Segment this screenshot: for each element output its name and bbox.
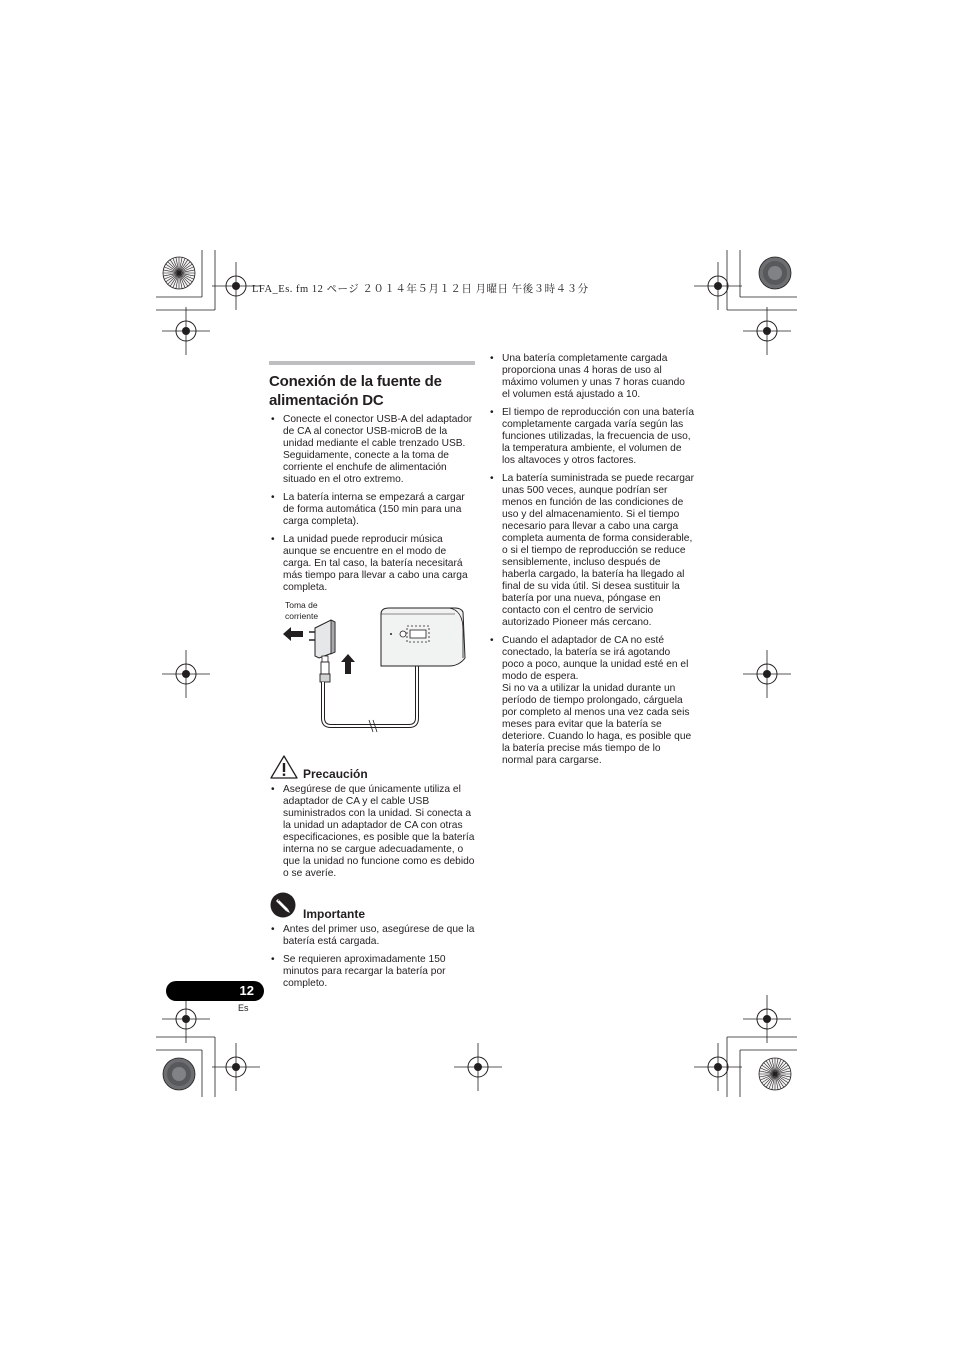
speaker-unit-icon	[381, 608, 465, 666]
arrow-up-icon	[341, 654, 355, 674]
battery-bullets	[488, 353, 694, 767]
left-column	[269, 361, 477, 996]
caution-title: Precaución	[303, 767, 368, 781]
important-bullets	[269, 924, 477, 990]
page-language: Es	[238, 1003, 249, 1013]
list-item: • La unidad puede reproducir música aunque se encuentre en el modo de carga. En tal caso, la batería necesitará más tiempo para llevar a cabo una carga completa.	[269, 534, 477, 594]
title-rule	[269, 361, 475, 365]
section-title	[269, 372, 477, 410]
section-title-line1: Conexión de la fuente de	[269, 373, 442, 390]
list-item: • Conecte el conector USB-A del adaptador de CA al conector USB-microB de la unidad mediante el cable trenzado USB. Seguidamente, conecte a la toma de corriente el enchufe de alimentación situado en el otro extremo.	[269, 414, 477, 486]
ac-adapter-icon	[309, 620, 335, 662]
section-title-line2: alimentación DC	[269, 392, 384, 409]
file-info-header: LFA_Es. fm 12 ページ ２０１４年５月１２日 月曜日 午後３時４３分	[252, 284, 589, 295]
section-bullets	[269, 414, 477, 594]
list-item	[488, 635, 694, 767]
page-number-tab: 12	[166, 981, 264, 1001]
list-item: • Una batería completamente cargada proporciona unas 4 horas de uso al máximo volumen y unas 7 horas cuando el volumen está ajustado a 10.	[488, 353, 694, 401]
figure-label: Toma de corriente	[285, 600, 319, 621]
right-column	[488, 353, 694, 773]
arrow-left-icon	[283, 627, 303, 641]
storage-note: Si no va a utilizar la unidad durante un período de tiempo prolongado, cárguela por completo al menos una vez cada seis meses para evitar que la batería se deteriore. Cuando lo haga, es posible que la batería precise más tiempo de lo normal para cargarse.	[502, 683, 692, 766]
standby-note: Cuando el adaptador de CA no esté conectado, la batería se irá agotando poco a poco, aunque la unidad esté en el modo de espera.	[502, 635, 689, 682]
list-item: • La batería interna se empezará a cargar de forma automática (150 min para una carga completa).	[269, 492, 477, 528]
important-heading	[269, 892, 477, 920]
list-item: • El tiempo de reproducción con una batería completamente cargada varía según las funciones utilizadas, la frecuencia de uso, la temperatura ambiente, el volumen de los altavoces y otros factores.	[488, 407, 694, 467]
caution-bullets	[269, 784, 477, 880]
warning-triangle-icon	[269, 754, 299, 780]
list-item: • La batería suministrada se puede recargar unas 500 veces, aunque podrían ser menos en función de las condiciones de uso y del almacenamiento. Si el tiempo necesario para llevar a cabo una carga completa aumenta de forma considerable, o si el tiempo de reproducción se reduce sensiblemente, incluso después de haberla cargado, la batería ha llegado al final de su vida útil. Si desea sustituir la batería por una nueva, póngase en contacto con el centro de servicio autorizado Pioneer más cercano.	[488, 473, 694, 629]
important-title: Importante	[303, 907, 366, 921]
list-item: • Asegúrese de que únicamente utiliza el adaptador de CA y el cable USB suministrados con la unidad. Si conecta a la unidad un adaptador de CA con otras especificaciones, es posible que la batería interna no se cargue adecuadamente, o que la unidad no funcione como es debido o se averíe.	[269, 784, 477, 880]
list-item: • Se requieren aproximadamente 150 minutos para recargar la batería por completo.	[269, 954, 477, 990]
connection-illustration	[269, 600, 475, 740]
caution-heading	[269, 754, 477, 780]
list-item: • Antes del primer uso, asegúrese de que la batería está cargada.	[269, 924, 477, 948]
important-pencil-icon	[269, 892, 299, 920]
